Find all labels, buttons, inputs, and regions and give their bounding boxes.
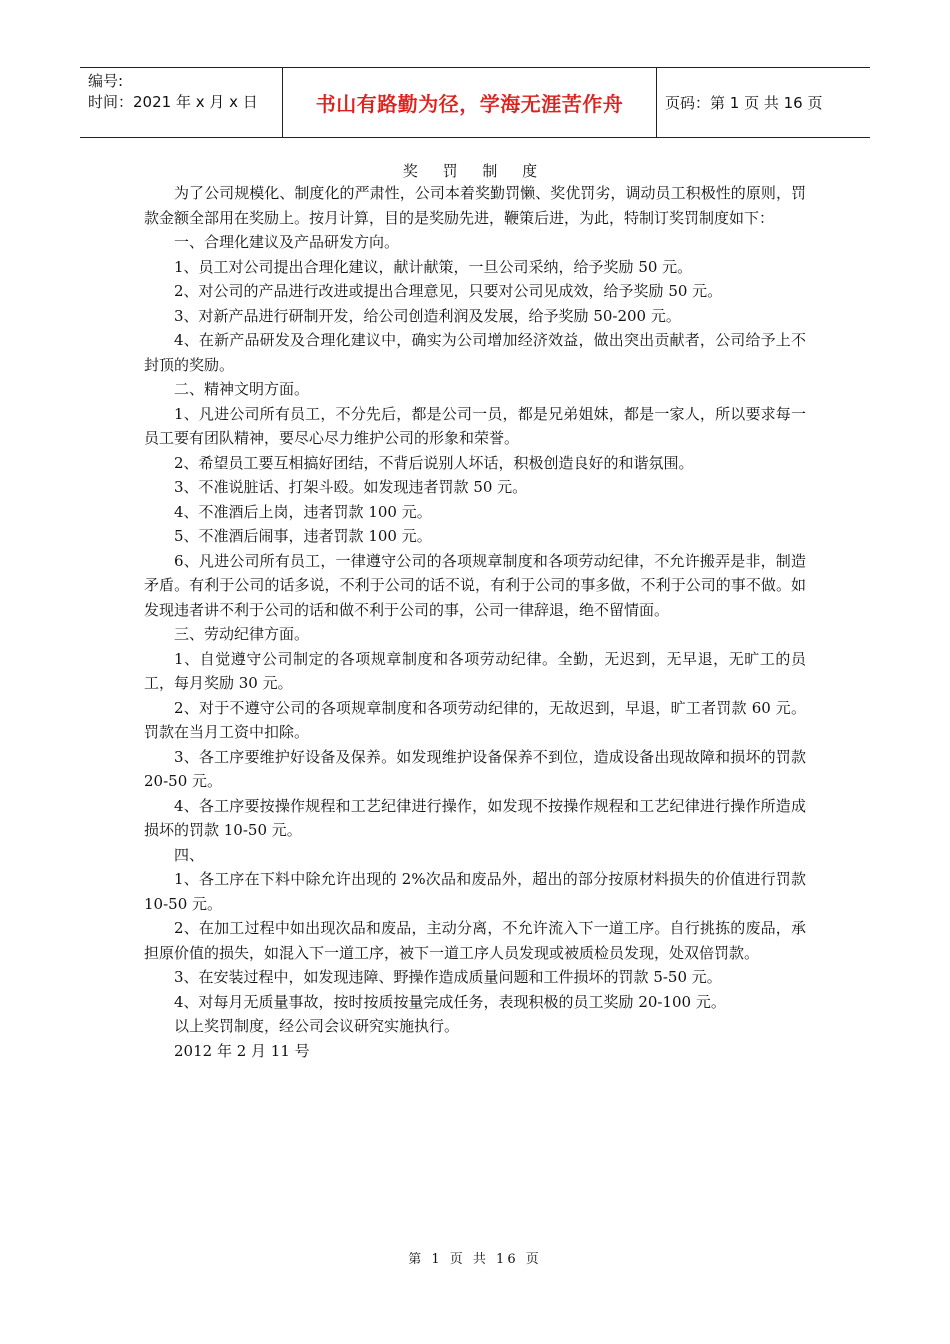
paragraph: 一、合理化建议及产品研发方向。: [174, 233, 400, 251]
document-date: 2012 年 2 月 11 号: [174, 1041, 310, 1060]
serial-number-label: 编号:: [88, 72, 124, 90]
paragraph: 1、凡进公司所有员工，不分先后，都是公司一员，都是兄弟姐妹，都是一家人，所以要求每一员工要有团队精神，要尽心尽力维护公司的形象和荣誉。: [144, 404, 806, 447]
paragraph: 2、对于不遵守公司的各项规章制度和各项劳动纪律的，无故迟到，早退，旷工者罚款 60 元。罚款在当月工资中扣除。: [144, 698, 806, 741]
header-motto: 书山有路勤为径，学海无涯苦作舟: [282, 68, 657, 137]
paragraph: 1、员工对公司提出合理化建议，献计献策，一旦公司采纳，给予奖励 50 元。: [174, 257, 693, 276]
paragraph: 5、不准酒后闹事，违者罚款 100 元。: [174, 527, 432, 545]
paragraph: 6、凡进公司所有员工，一律遵守公司的各项规章制度和各项劳动纪律，不允许搬弄是非，制造矛盾。有利于公司的话多说，不利于公司的话不说，有利于公司的事多做，不利于公司的事不做。如发现违者讲不利于公司的话和做不利于公司的事，公司一律辞退，绝不留情面。: [144, 551, 806, 619]
paragraph: 三、劳动纪律方面。: [174, 625, 310, 643]
paragraph: 四、: [174, 845, 205, 864]
document-title: 奖 罚 制 度: [402, 162, 548, 180]
paragraph: 4、各工序要按操作规程和工艺纪律进行操作，如发现不按操作规程和工艺纪律进行操作所造成损坏的罚款 10-50 元。: [144, 796, 806, 839]
paragraph: 3、在安装过程中，如发现违障、野操作造成质量问题和工件损坏的罚款 5-50 元。: [174, 968, 722, 986]
header-meta: [80, 68, 282, 137]
header-page-info: 页码：第 1 页 共 16 页: [665, 94, 823, 112]
paragraph: 以上奖罚制度，经公司会议研究实施执行。: [174, 1017, 460, 1035]
page-header: [80, 67, 870, 138]
paragraph: 二、精神文明方面。: [174, 380, 310, 398]
document-body: [144, 181, 806, 1063]
paragraph: 3、各工序要维护好设备及保养。如发现维护设备保养不到位，造成设备出现故障和损坏的罚款 20-50 元。: [144, 747, 806, 790]
paragraph: 为了公司规模化、制度化的严肃性，公司本着奖勤罚懒、奖优罚劣，调动员工积极性的原则，罚款金额全部用在奖励上。按月计算，目的是奖励先进，鞭策后进，为此，特制订奖罚制度如下：: [144, 184, 806, 227]
paragraph: 1、自觉遵守公司制定的各项规章制度和各项劳动纪律。全勤，无迟到，无早退，无旷工的员工，每月奖励 30 元。: [144, 649, 806, 692]
paragraph: 1、各工序在下料中除允许出现的 2%次品和废品外，超出的部分按原材料损失的价值进行罚款 10-50 元。: [144, 870, 806, 913]
paragraph: 3、不准说脏话、打架斗殴。如发现违者罚款 50 元。: [174, 478, 528, 496]
paragraph: 2、对公司的产品进行改进或提出合理意见，只要对公司见成效，给予奖励 50 元。: [174, 282, 723, 300]
paragraph: 3、对新产品进行研制开发，给公司创造利润及发展，给予奖励 50-200 元。: [174, 306, 681, 325]
date-label: 时间：2021 年 x 月 x 日: [88, 93, 258, 111]
paragraph: 2、在加工过程中如出现次品和废品，主动分离，不允许流入下一道工序。自行挑拣的废品，承担原价值的损失，如混入下一道工序，被下一道工序人员发现或被质检员发现，处双倍罚款。: [144, 919, 806, 962]
page-footer: 第 1 页 共 16 页: [408, 1252, 542, 1267]
paragraph: 4、在新产品研发及合理化建议中，确实为公司增加经济效益，做出突出贡献者，公司给予上不封顶的奖励。: [144, 331, 806, 374]
paragraph: 4、对每月无质量事故，按时按质按量完成任务，表现积极的员工奖励 20-100 元。: [174, 992, 726, 1011]
paragraph: 4、不准酒后上岗，违者罚款 100 元。: [174, 502, 432, 521]
paragraph: 2、希望员工要互相搞好团结，不背后说别人坏话，积极创造良好的和谐氛围。: [174, 453, 694, 472]
